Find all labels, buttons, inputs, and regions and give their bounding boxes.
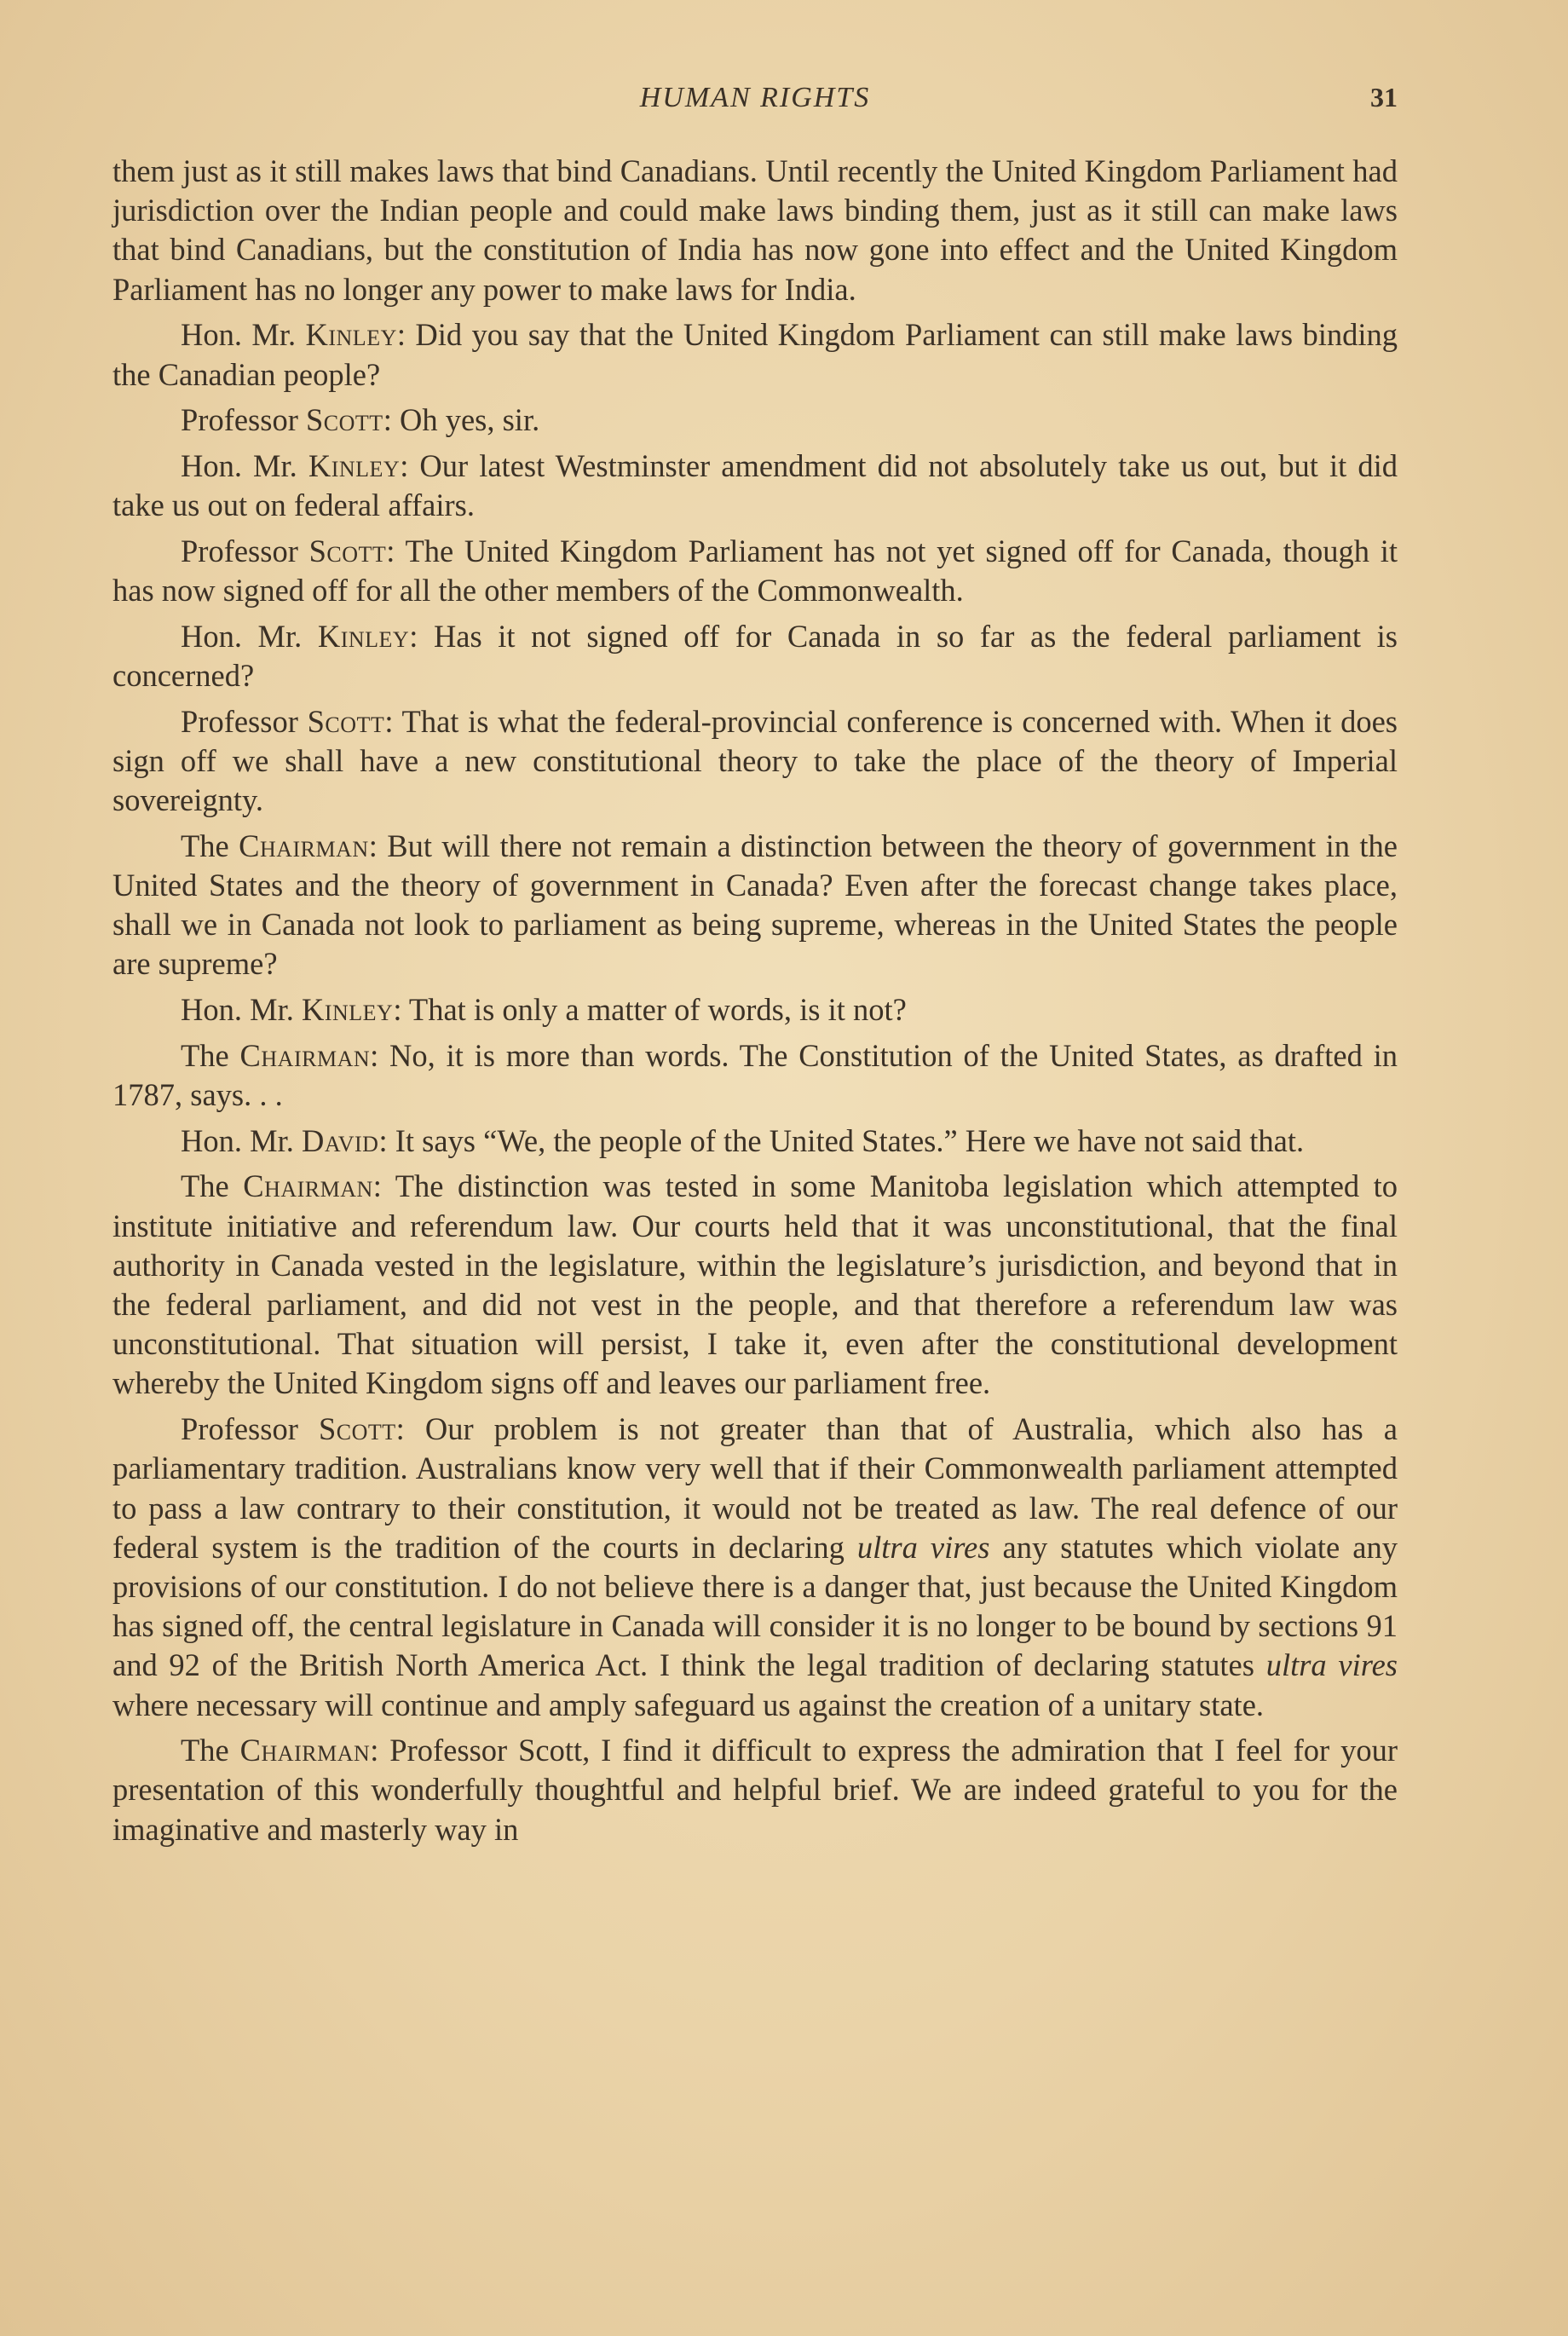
paragraph-text: : But will there not remain a distinction between the theory of government in the United States and the theory of government in Canada? Even after the forecast change takes place, shall we in Canada not look to parliament as being supreme, whereas in the United States the people are supreme? — [112, 828, 1398, 982]
paragraph-text: where necessary will continue and amply safeguard us against the creation of a unitary state. — [112, 1687, 1265, 1722]
speaker-name: Kinley — [301, 992, 394, 1028]
paragraph-kinley-2: Hon. Mr. Kinley: Our latest Westminster amendment did not absolutely take us out, but it did take us out on federal affairs. — [112, 447, 1398, 523]
speaker-name: Chairman — [239, 1037, 371, 1073]
paragraph-text: : Professor Scott, I find it difficult to express the admiration that I feel for your presentation of this wonderfully thoughtful and helpful brief. We are indeed grateful to you for the imaginative and masterly way in — [112, 1733, 1398, 1847]
latin-term: ultra vires — [1265, 1647, 1398, 1683]
running-title: HUMAN RIGHTS — [639, 82, 871, 113]
paragraph-text: : Did you say that the United Kingdom Parliament can still make laws binding the Canadian people? — [112, 317, 1398, 392]
latin-term: ultra vires — [856, 1529, 990, 1565]
paragraph-text: : Our latest Westminster amendment did not absolutely take us out, but it did take us out on federal affairs. — [112, 447, 1398, 523]
speaker-name: Scott — [306, 402, 383, 438]
paragraph-chairman-3: The Chairman: The distinction was tested in some Manitoba legislation which attempted to institute initiative and referendum law. Our courts held that it was unconstitutional, that the final authority in Canada vested in the legislature, within the legislature’s jurisdiction, and beyond that in the federal parliament, and did not vest in the people, and that therefore a referendum law was unconstitutional. That situation will persist, I take it, even after the constitutional development whereby the United Kingdom signs off and leaves our parliament free. — [112, 1168, 1398, 1401]
speaker-name: Scott — [307, 703, 385, 739]
speaker-name: Scott — [318, 1411, 396, 1447]
speaker-name: Scott — [308, 533, 387, 568]
paragraph-scott-4: Professor Scott: Our problem is not greater than that of Australia, which also has a parliamentary tradition. Australians know very well that if their Commonwealth parliament attempted to pass a law contrary to their constitution, it would not be treated as law. The real defence of our federal system is the tradition of the courts in declaring ultra vires any statutes which violate any provisions of our constitution. I do not believe there is a danger that, just because the United Kingdom has signed off, the central legislature in Canada will consider it is no longer to be bound by sections 91 and 92 of the British North America Act. I think the legal tradition of declaring statutes ultra vires where necessary will continue and amply safeguard us against the creation of a unitary state. — [112, 1411, 1398, 1722]
paragraph-chairman-2: The Chairman: No, it is more than words. The Constitution of the United States, as drafted in 1787, says. . . — [112, 1037, 1398, 1112]
paragraph-scott-2: Professor Scott: The United Kingdom Parliament has not yet signed off for Canada, though it has now signed off for all the other members of the Commonwealth. — [112, 533, 1398, 609]
paragraph-text: : The United Kingdom Parliament has not yet signed off for Canada, though it has now signed off for all the other members of the Commonwealth. — [112, 533, 1398, 609]
speaker-name: Chairman — [239, 1733, 371, 1768]
paragraph-text: : Our problem is not greater than that of Australia, which also has a parliamentary tradition. Australians know very well that if their Commonwealth parliament attempted to pass a law contrary to their constitution, it would not be treated as law. The real defence of our federal system is the tradition of the courts in declaring — [112, 1411, 1398, 1565]
paragraph-text: : The distinction was tested in some Manitoba legislation which attempted to institute initiative and referendum law. Our courts held that it was unconstitutional, that the final authority in Canada vested in the legislature, within the legislature’s jurisdiction, and beyond that in the federal parliament, and did not vest in the people, and that therefore a referendum law was unconstitutional. That situation will persist, I take it, even after the constitutional development whereby the United Kingdom signs off and leaves our parliament free. — [112, 1168, 1398, 1401]
paragraph-scott-1: Professor Scott: Oh yes, sir. — [181, 402, 540, 438]
paragraph-kinley-4: Hon. Mr. Kinley: That is only a matter of words, is it not? — [181, 992, 907, 1028]
paragraph-kinley-3: Hon. Mr. Kinley: Has it not signed off for Canada in so far as the federal parliament is concerned? — [112, 618, 1398, 693]
speaker-name: Kinley — [317, 618, 410, 654]
paragraph-continuation — [112, 152, 1398, 309]
paragraph-text: : That is what the federal-provincial conference is concerned with. When it does sign off we shall have a new constitutional theory to take the place of the theory of Imperial sovereignty. — [112, 703, 1398, 818]
speaker-name: Kinley — [308, 447, 401, 483]
paragraph-text: any statutes which violate any provisions of our constitution. I do not believe there is a danger that, just because the United Kingdom has signed off, the central legislature in Canada will consider it is no longer to be bound by sections 91 and 92 of the British North America Act. I think the legal tradition of declaring statutes — [112, 1529, 1398, 1683]
page-body — [112, 152, 1398, 1852]
paragraph-chairman-4: The Chairman: Professor Scott, I find it difficult to express the admiration that I feel for your presentation of this wonderfully thoughtful and helpful brief. We are indeed grateful to you for the imaginative and masterly way in — [112, 1733, 1398, 1847]
paragraph-text: : It says “We, the people of the United States.” Here we have not said that. — [378, 1122, 1305, 1158]
speaker-name: Chairman — [239, 828, 369, 863]
paragraph-text: : Has it not signed off for Canada in so far as the federal parliament is concerned? — [112, 618, 1398, 693]
paragraph-text: : That is only a matter of words, is it not? — [393, 992, 907, 1028]
paragraph-text: : No, it is more than words. The Constitution of the United States, as drafted in 1787, says. . . — [112, 1037, 1398, 1112]
page-header — [112, 82, 1398, 119]
speaker-name: Chairman — [243, 1168, 373, 1204]
paragraph-david-1: Hon. Mr. David: It says “We, the people of the United States.” Here we have not said that. — [181, 1122, 1305, 1158]
paragraph-text: them just as it still makes laws that bind Canadians. Until recently the United Kingdom Parliament had jurisdiction over the Indian people and could make laws binding them, just as it still can make laws that bind Canadians, but the constitution of India has now gone into effect and the United Kingdom Parliament has no longer any power to make laws for India. — [112, 153, 1398, 307]
speaker-name: David — [301, 1122, 379, 1158]
speaker-name: Kinley — [305, 317, 397, 353]
page-number: 31 — [1370, 82, 1398, 112]
paragraph-scott-3: Professor Scott: That is what the federal-provincial conference is concerned with. When it does sign off we shall have a new constitutional theory to take the place of the theory of Imperial sovereignty. — [112, 703, 1398, 818]
paragraph-kinley-1: Hon. Mr. Kinley: Did you say that the United Kingdom Parliament can still make laws binding the Canadian people? — [112, 317, 1398, 392]
paragraph-chairman-1: The Chairman: But will there not remain a distinction between the theory of government in the United States and the theory of government in Canada? Even after the forecast change takes place, shall we in Canada not look to parliament as being supreme, whereas in the United States the people are supreme? — [112, 828, 1398, 982]
paragraph-text: : Oh yes, sir. — [383, 402, 540, 438]
